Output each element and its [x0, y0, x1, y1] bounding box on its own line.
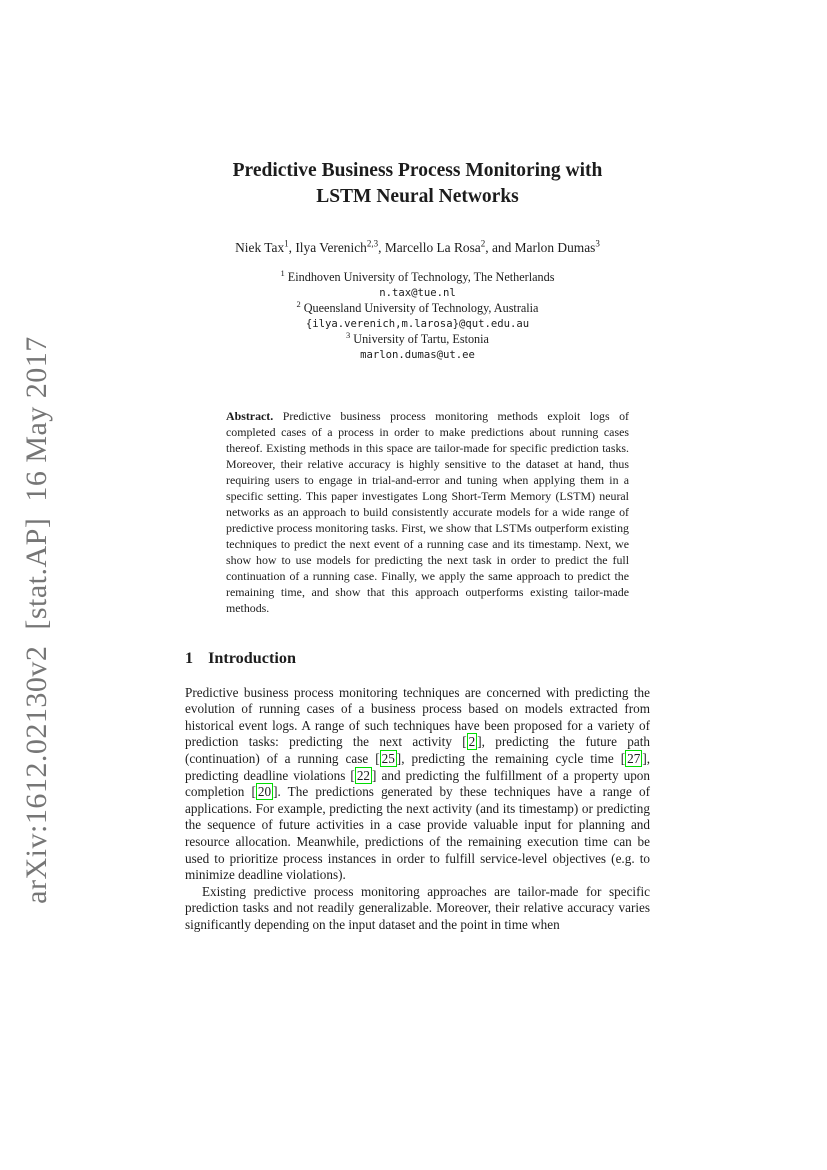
- title-line-1: Predictive Business Process Monitoring with: [232, 160, 603, 181]
- citation-reference: [350, 767, 376, 784]
- affiliation-institution: $^3$ University of Tartu, Estonia: [346, 330, 489, 347]
- authors-line: [185, 240, 650, 256]
- citation-reference: [621, 750, 647, 767]
- intro-paragraph-2: Existing predictive process monitoring approaches are tailor-made for specific prediction tasks and not readily generalizable. Moreover, their relative accuracy varies significantly depending on the input dataset and the point in time when: [185, 883, 650, 932]
- intro-paragraph-1: [185, 685, 650, 884]
- author-affiliation-marker: 1: [284, 238, 289, 249]
- abstract-text: Predictive business process monitoring methods exploit logs of completed cases of a process in order to make predictions about running cases thereof. Existing methods in this space are tailor-made for specific prediction tasks. Moreover, their relative accuracy is highly sensitive to the dataset at hand, thus requiring users to engage in trial-and-error and tuning when applying them in a specific setting. This paper investigates Long Short-Term Memory (LSTM) neural networks as an approach to build consistently accurate models for a wide range of predictive process monitoring tasks. First, we show that LSTMs outperform existing techniques to predict the next event of a running case and its timestamp. Next, we show how to use models for predicting the next task in order to predict the full continuation of a running case. Finally, we apply the same approach to predict the remaining time, and show that this approach outperforms existing tailor-made methods.: [226, 408, 629, 615]
- citation-link[interactable]: 2: [468, 734, 476, 750]
- author-affiliation-marker: 3: [595, 238, 600, 249]
- text-run: , Marcello La Rosa: [378, 240, 481, 255]
- affiliation-marker: 3: [346, 330, 351, 341]
- abstract-label: Abstract.: [226, 408, 274, 423]
- citation-bracket: ]: [477, 734, 482, 750]
- title-line-2: LSTM Neural Networks: [316, 186, 519, 207]
- citation-bracket: [: [375, 750, 380, 766]
- citation-reference: [251, 783, 277, 800]
- page-title: [185, 158, 650, 210]
- citation-link[interactable]: 25: [381, 750, 395, 766]
- affiliation-institution: $^1$ Eindhoven University of Technology, The Netherlands: [280, 267, 555, 284]
- text-run: . The predictions generated by these techniques have a range of applications. For example, predicting the next activity (and its timestamp) or predicting the sequence of future activities in a case provide valuable input for planning and resource allocation. Meanwhile, predictions of the remaining execution time can be used to prioritize process instances in order to fulfill service-level objectives (e.g. to minimize deadline violations).: [185, 784, 650, 883]
- author-affiliation-marker: 2: [480, 238, 486, 249]
- text-run: , predicting deadline violations: [185, 750, 651, 783]
- affiliation-marker: 1: [280, 267, 285, 278]
- author-affiliation-marker: 2,3: [366, 238, 379, 249]
- citation-bracket: ]: [273, 784, 278, 800]
- citation-reference: [462, 733, 481, 750]
- citation-reference: [375, 750, 401, 767]
- citation-bracket: ]: [642, 750, 647, 766]
- citation-bracket: ]: [396, 750, 402, 766]
- arxiv-stamp: arXiv:1612.02130v2 [stat.AP] 16 May 2017: [20, 336, 53, 904]
- affiliation-email: marlon.dumas@ut.ee: [360, 348, 475, 361]
- affiliation-marker: 2: [296, 299, 301, 310]
- affiliation-institution: $^2$ Queensland University of Technology, Australia: [296, 299, 539, 316]
- article-column: [185, 0, 650, 933]
- abstract-block: [226, 408, 629, 616]
- citation-bracket: [: [350, 767, 355, 783]
- citation-link[interactable]: 20: [257, 784, 272, 800]
- citation-link[interactable]: 27: [627, 750, 641, 766]
- citation-bracket: [: [620, 750, 626, 766]
- text-run: , and Marlon Dumas: [485, 240, 596, 255]
- citation-bracket: [: [251, 784, 256, 800]
- section-heading-introduction: [185, 649, 650, 668]
- text-run: , predicting the remaining cycle time: [401, 750, 621, 766]
- citation-bracket: [: [462, 734, 467, 750]
- affiliation-email: n.tax@tue.nl: [379, 286, 456, 299]
- text-run: , Ilya Verenich: [288, 240, 367, 255]
- text-run: Niek Tax: [235, 240, 285, 255]
- text-run: and predicting the fulfillment of a property upon completion: [185, 767, 650, 800]
- citation-link[interactable]: 22: [356, 767, 370, 783]
- section-number: 1: [185, 648, 194, 667]
- text-run: , predicting the future path (continuation) of a running case: [185, 734, 650, 766]
- text-run: Predictive business process monitoring techniques are concerned with predicting the evolution of running cases of a business process based on models extracted from historical event logs. A range of such techniques have been proposed for a variety of prediction tasks: predicting the next activity: [185, 684, 650, 750]
- citation-bracket: ]: [372, 767, 377, 783]
- affiliation-email: {ilya.verenich,m.larosa}@qut.edu.au: [305, 317, 530, 330]
- section-title: Introduction: [208, 648, 296, 667]
- affiliations-block: [185, 267, 650, 364]
